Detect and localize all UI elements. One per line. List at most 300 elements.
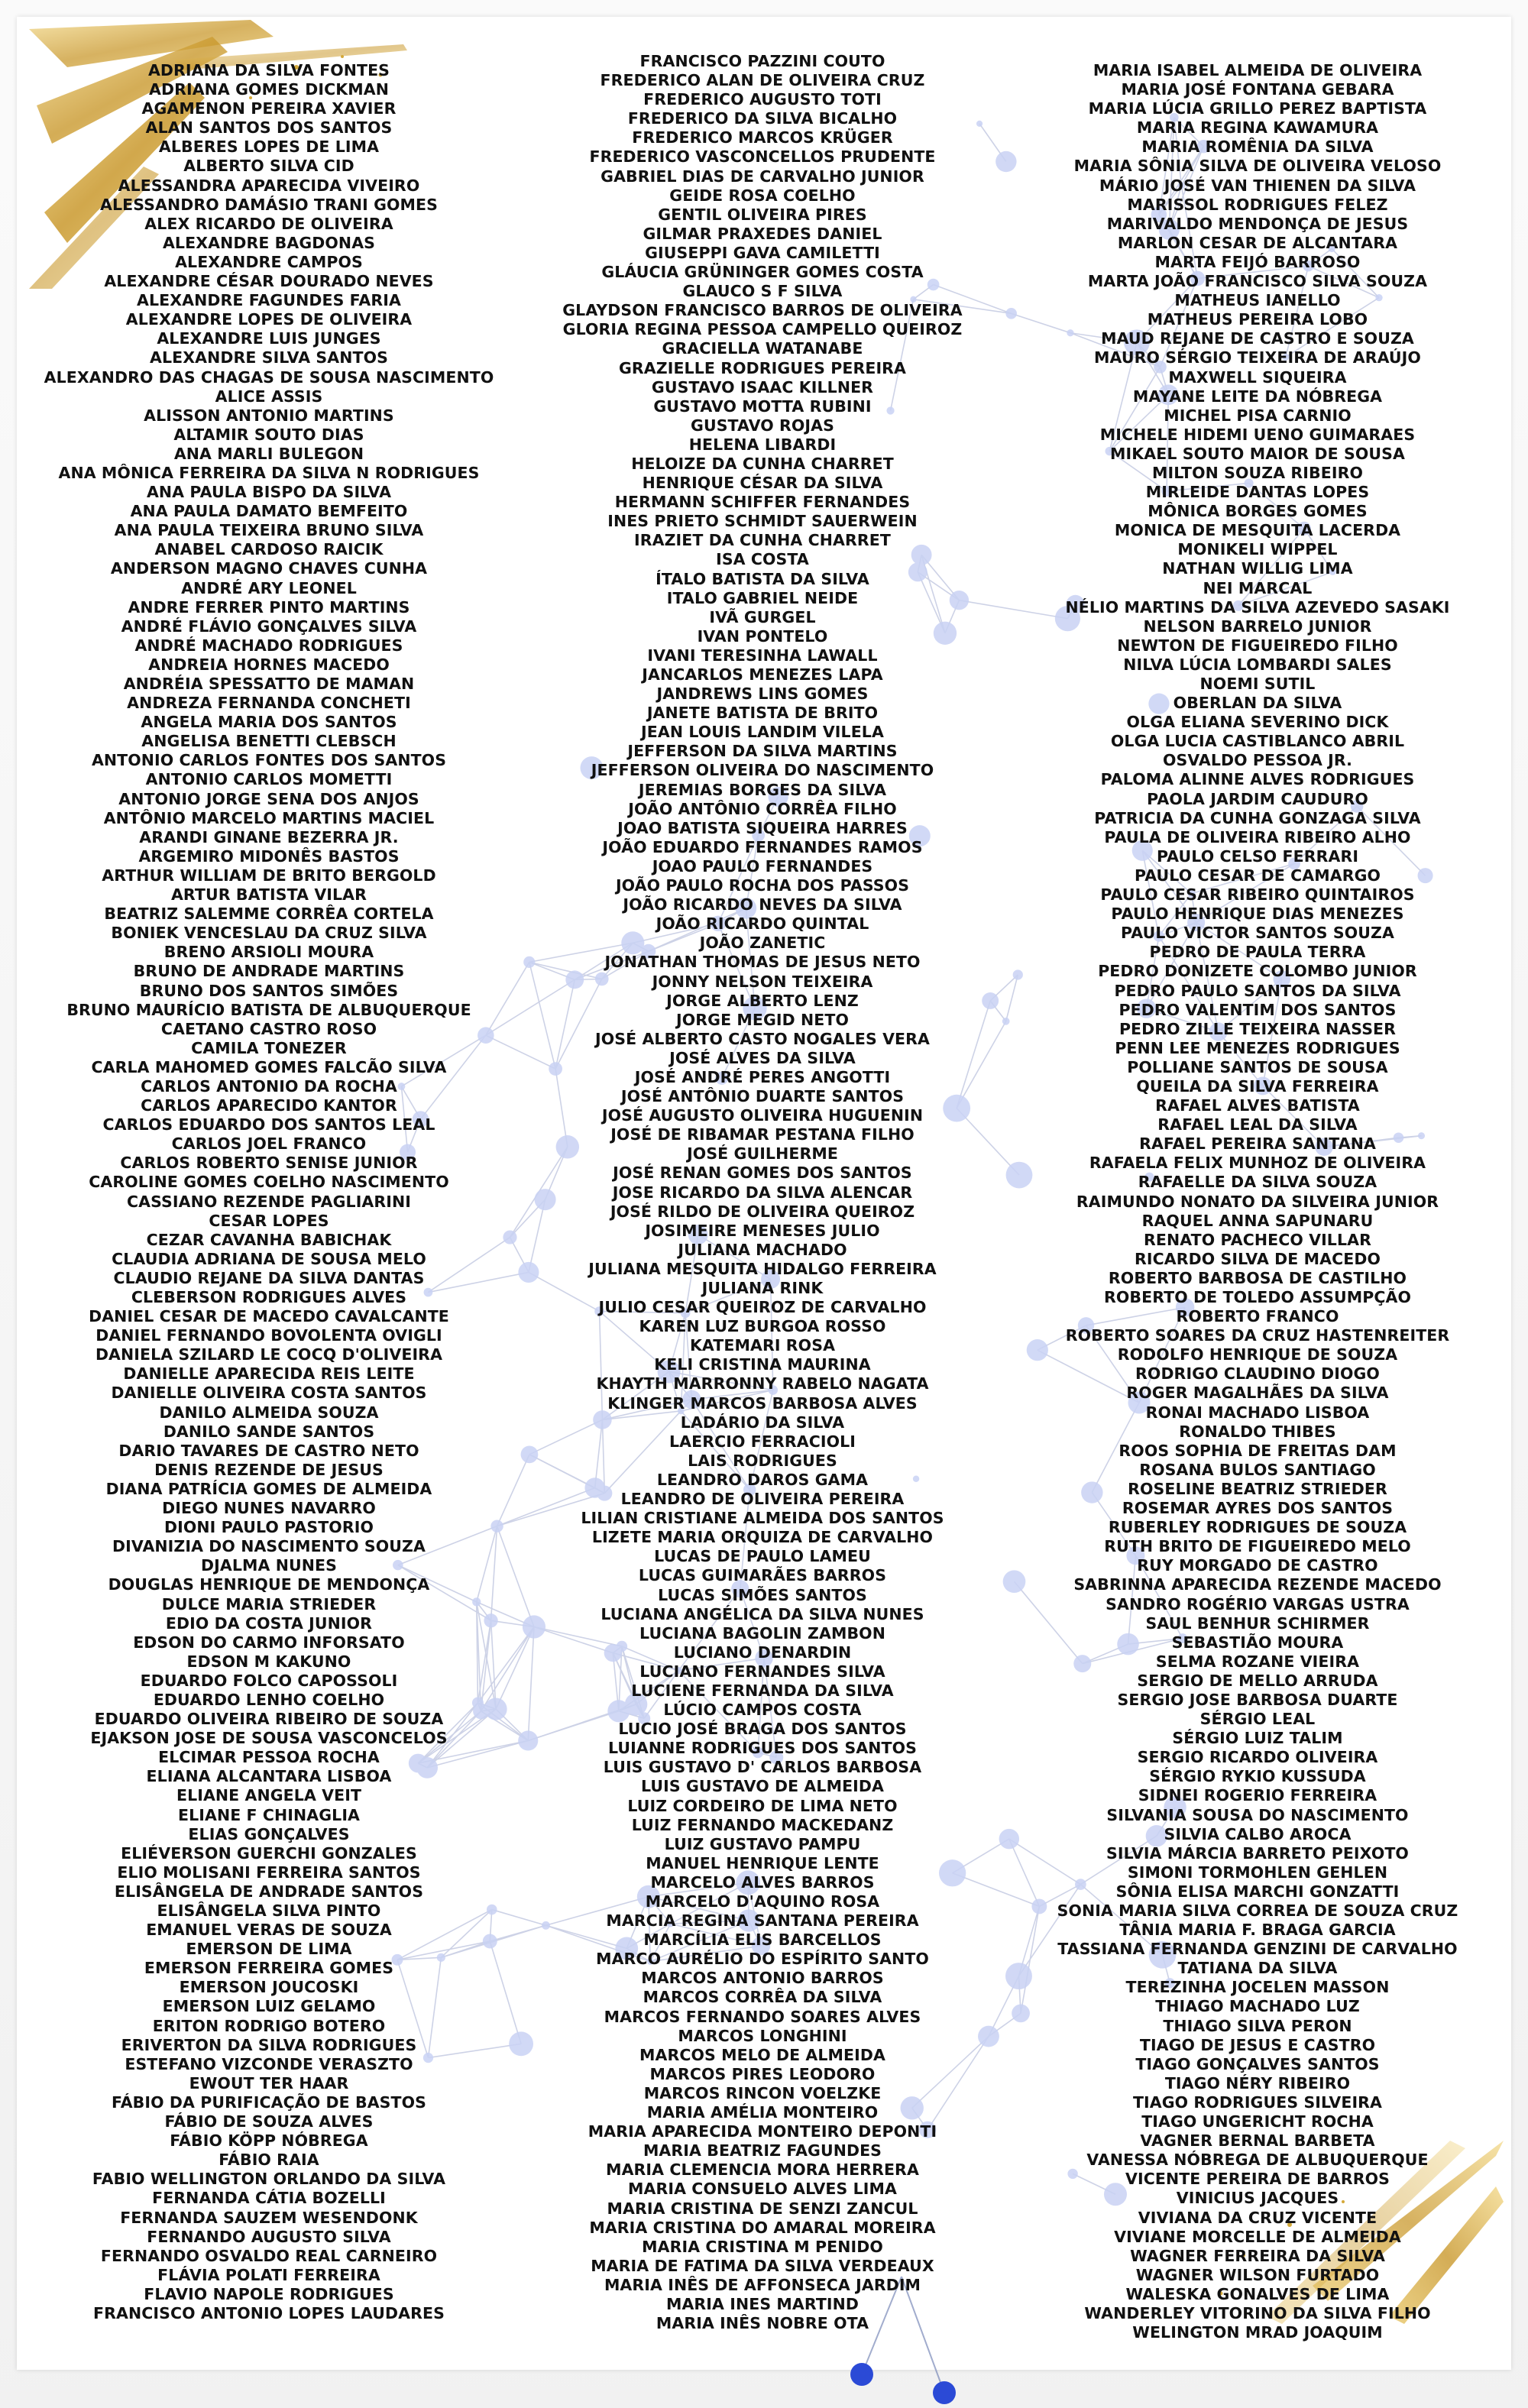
name-entry: ALEXANDRE LUIS JUNGES	[157, 329, 381, 348]
name-entry: MILTON SOUZA RIBEIRO	[1152, 463, 1363, 482]
name-entry: ROSEMAR AYRES DOS SANTOS	[1122, 1499, 1394, 1518]
name-entry: MARCELO ALVES BARROS	[650, 1872, 875, 1892]
name-entry: PENN LEE MENEZES RODRIGUES	[1115, 1038, 1400, 1057]
name-entry: FREDERICO DA SILVA BICALHO	[627, 109, 898, 128]
name-entry: WALESKA GONALVES DE LIMA	[1125, 2284, 1390, 2303]
name-entry: FÁBIO DE SOUZA ALVES	[164, 2112, 374, 2131]
name-entry: FLAVIO NAPOLE RODRIGUES	[144, 2284, 394, 2303]
name-entry: FÁBIO KÖPP NÓBREGA	[170, 2131, 368, 2151]
name-entry: FRANCISCO ANTONIO LOPES LAUDARES	[93, 2303, 445, 2322]
name-entry: BRUNO DE ANDRADE MARTINS	[133, 962, 405, 981]
name-entry: TÂNIA MARIA F. BRAGA GARCIA	[1119, 1921, 1396, 1940]
name-entry: MATHEUS PEREIRA LOBO	[1147, 310, 1368, 329]
name-entry: OLGA ELIANA SEVERINO DICK	[1126, 713, 1389, 732]
name-entry: MARIA REGINA KAWAMURA	[1136, 118, 1379, 138]
name-entry: IVÃ GURGEL	[709, 607, 816, 626]
name-entry: VANESSA NÓBREGA DE ALBUQUERQUE	[1086, 2151, 1429, 2170]
name-entry: MÔNICA BORGES GOMES	[1148, 502, 1368, 521]
name-entry: CAETANO CASTRO ROSO	[160, 1019, 377, 1038]
name-entry: SILVIA CALBO AROCA	[1164, 1824, 1352, 1843]
name-entry: MARIA CRISTINA M PENIDO	[642, 2237, 883, 2256]
name-entry: JOSE RICARDO DA SILVA ALENCAR	[612, 1183, 913, 1202]
name-entry: JORGE MEGID NETO	[676, 1010, 849, 1029]
name-entry: TATIANA DA SILVA	[1177, 1959, 1338, 1978]
name-entry: CARLOS EDUARDO DOS SANTOS LEAL	[102, 1115, 435, 1134]
name-entry: FERNANDO OSVALDO REAL CARNEIRO	[100, 2246, 438, 2265]
name-entry: SÔNIA ELISA MARCHI GONZATTI	[1115, 1882, 1400, 1901]
name-entry: PAOLA JARDIM CAUDURO	[1147, 789, 1368, 808]
name-entry: ALTAMIR SOUTO DIAS	[173, 425, 364, 444]
name-entry: JEFFERSON OLIVEIRA DO NASCIMENTO	[591, 761, 934, 780]
name-entry: ARTUR BATISTA VILAR	[170, 885, 367, 905]
name-entry: ITALO GABRIEL NEIDE	[666, 588, 859, 607]
name-entry: GUSTAVO MOTTA RUBINI	[653, 396, 872, 416]
name-entry: ERITON RODRIGO BOTERO	[152, 2016, 386, 2035]
name-entry: LEANDRO DAROS GAMA	[656, 1470, 869, 1489]
name-entry: RAFAEL LEAL DA SILVA	[1157, 1115, 1358, 1134]
name-entry: MARTA JOÃO FRANCISCO SILVA SOUZA	[1087, 272, 1428, 291]
name-entry: EDUARDO OLIVEIRA RIBEIRO DE SOUZA	[94, 1710, 444, 1729]
name-entry: VIVIANE MORCELLE DE ALMEIDA	[1114, 2227, 1401, 2246]
name-entry: GENTIL OLIVEIRA PIRES	[658, 205, 867, 224]
name-entry: JULIO CESAR QUEIROZ DE CARVALHO	[598, 1298, 927, 1317]
name-entry: MARIA CONSUELO ALVES LIMA	[628, 2180, 897, 2199]
name-entry: TIAGO NÉRY RIBEIRO	[1164, 2073, 1351, 2092]
name-entry: MARIA ISABEL ALMEIDA DE OLIVEIRA	[1093, 61, 1423, 79]
name-entry: ROBERTO FRANCO	[1176, 1307, 1339, 1326]
name-entry: PAULO CELSO FERRARI	[1156, 846, 1359, 866]
name-entry: THIAGO MACHADO LUZ	[1155, 1997, 1360, 2016]
name-entry: WAGNER FERREIRA DA SILVA	[1130, 2246, 1385, 2265]
names-column-3	[1013, 61, 1502, 2342]
name-entry: KLINGER MARCOS BARBOSA ALVES	[607, 1393, 918, 1413]
name-entry: LAIS RODRIGUES	[688, 1451, 837, 1470]
name-entry: LUCIENE FERNANDA DA SILVA	[631, 1681, 894, 1700]
name-entry: CLAUDIA ADRIANA DE SOUSA MELO	[112, 1249, 426, 1268]
name-entry: FREDERICO VASCONCELLOS PRUDENTE	[589, 147, 936, 167]
name-entry: MARCOS ANTONIO BARROS	[641, 1969, 884, 1988]
name-entry: ADRIANA DA SILVA FONTES	[147, 61, 390, 79]
name-entry: ELIO MOLISANI FERREIRA SANTOS	[117, 1863, 421, 1882]
name-entry: FERNANDA CÁTIA BOZELLI	[152, 2189, 386, 2208]
name-entry: ANA PAULA BISPO DA SILVA	[146, 483, 392, 502]
name-entry: MARIA AMÉLIA MONTEIRO	[646, 2103, 879, 2122]
name-entry: VINICIUS JACQUES	[1176, 2189, 1339, 2208]
name-entry: ARGEMIRO MIDONÊS BASTOS	[138, 846, 400, 866]
name-entry: MARCOS MELO DE ALMEIDA	[639, 2045, 885, 2064]
name-entry: ALAN SANTOS DOS SANTOS	[145, 118, 393, 138]
name-entry: ANDERSON MAGNO CHAVES CUNHA	[110, 559, 428, 578]
name-entry: ROSANA BULOS SANTIAGO	[1139, 1460, 1376, 1479]
name-entry: EMERSON LUIZ GELAMO	[162, 1997, 376, 2016]
name-entry: MARISSOL RODRIGUES FELEZ	[1127, 195, 1388, 214]
name-entry: ROSELINE BEATRIZ STRIEDER	[1128, 1479, 1387, 1498]
name-entry: EDSON DO CARMO INFORSATO	[133, 1633, 405, 1652]
name-entry: JEREMIAS BORGES DA SILVA	[638, 780, 887, 799]
name-entry: ALEXANDRE CÉSAR DOURADO NEVES	[104, 272, 434, 291]
name-entry: ALEXANDRE BAGDONAS	[162, 233, 376, 252]
name-entry: SEBASTIÃO MOURA	[1171, 1633, 1344, 1652]
name-entry: SERGIO DE MELLO ARRUDA	[1137, 1671, 1378, 1690]
name-entry: CLAUDIO REJANE DA SILVA DANTAS	[113, 1268, 425, 1287]
name-entry: JOSÉ GUILHERME	[687, 1144, 838, 1164]
name-entry: HERMANN SCHIFFER FERNANDES	[614, 493, 911, 512]
name-entry: IVAN PONTELO	[697, 626, 828, 646]
name-entry: ARTHUR WILLIAM DE BRITO BERGOLD	[102, 866, 436, 885]
name-entry: CARLOS JOEL FRANCO	[171, 1134, 367, 1154]
name-entry: PEDRO VALENTIM DOS SANTOS	[1118, 1000, 1397, 1019]
name-entry: ELIÉVERSON GUERCHI GONZALES	[121, 1843, 417, 1863]
name-entry: OBERLAN DA SILVA	[1173, 694, 1342, 713]
name-entry: PAULO CESAR DE CAMARGO	[1134, 866, 1381, 885]
name-entry: SIDNEI ROGERIO FERREIRA	[1138, 1786, 1377, 1805]
name-entry: ANDRÉ FLÁVIO GONÇALVES SILVA	[121, 617, 417, 636]
name-entry: ELCIMAR PESSOA ROCHA	[158, 1748, 380, 1767]
name-entry: JULIANA MACHADO	[678, 1240, 847, 1259]
name-entry: DIANA PATRÍCIA GOMES DE ALMEIDA	[105, 1479, 432, 1498]
name-entry: SÉRGIO LUIZ TALIM	[1172, 1729, 1343, 1748]
name-entry: MARIA CLEMENCIA MORA HERRERA	[606, 2160, 919, 2180]
name-entry: JOSÉ AUGUSTO OLIVEIRA HUGUENIN	[601, 1106, 924, 1125]
name-entry: MATHEUS IANELLO	[1174, 291, 1341, 310]
name-entry: ELISÂNGELA DE ANDRADE SANTOS	[114, 1882, 424, 1901]
name-entry: ALEXANDRO DAS CHAGAS DE SOUSA NASCIMENTO	[44, 367, 494, 387]
name-entry: JOSÉ RILDO DE OLIVEIRA QUEIROZ	[610, 1202, 915, 1221]
name-entry: DIEGO NUNES NAVARRO	[162, 1499, 376, 1518]
name-entry: JONNY NELSON TEIXEIRA	[652, 972, 873, 991]
name-entry: LUCIANA BAGOLIN ZAMBON	[639, 1623, 885, 1643]
name-entry: SÉRGIO LEAL	[1199, 1710, 1316, 1729]
name-entry: CESAR LOPES	[209, 1211, 329, 1230]
name-entry: PEDRO DONIZETE COLOMBO JUNIOR	[1098, 962, 1417, 981]
name-entry: ANA MÔNICA FERREIRA DA SILVA N RODRIGUES	[58, 463, 480, 482]
name-entry: ROOS SOPHIA DE FREITAS DAM	[1118, 1441, 1397, 1460]
name-entry: ALICE ASSIS	[215, 387, 323, 406]
name-entry: ERIVERTON DA SILVA RODRIGUES	[121, 2035, 417, 2054]
name-entry: SILVIA MÁRCIA BARRETO PEIXOTO	[1106, 1843, 1409, 1863]
name-entry: EDSON M KAKUNO	[186, 1652, 351, 1671]
names-column-1	[24, 61, 513, 2323]
name-entry: NÉLIO MARTINS DA SILVA AZEVEDO SASAKI	[1065, 597, 1450, 617]
name-entry: FÁBIO DA PURIFICAÇÃO DE BASTOS	[111, 2092, 427, 2112]
name-entry: NOEMI SUTIL	[1199, 675, 1316, 693]
name-entry: EMERSON DE LIMA	[186, 1940, 352, 1959]
name-entry: LUCAS SIMÕES SANTOS	[658, 1585, 867, 1604]
name-entry: THIAGO SILVA PERON	[1163, 2016, 1352, 2035]
name-entry: FLÁVIA POLATI FERREIRA	[157, 2265, 380, 2284]
name-entry: JOSÉ ALBERTO CASTO NOGALES VERA	[594, 1029, 930, 1048]
name-entry: MAXWELL SIQUEIRA	[1168, 367, 1347, 387]
name-entry: MARCELO D'AQUINO ROSA	[645, 1892, 880, 1911]
name-entry: MARIA BEATRIZ FAGUNDES	[643, 2141, 882, 2160]
name-entry: JOÃO PAULO ROCHA DOS PASSOS	[615, 876, 910, 895]
name-entry: LILIAN CRISTIANE ALMEIDA DOS SANTOS	[581, 1509, 944, 1528]
name-entry: LADÁRIO DA SILVA	[680, 1413, 845, 1432]
name-entry: MARCOS LONGHINI	[678, 2026, 847, 2045]
name-entry: LUIZ FERNANDO MACKEDANZ	[631, 1815, 894, 1834]
name-entry: LUCIANA ANGÉLICA DA SILVA NUNES	[601, 1604, 924, 1623]
name-entry: JULIANA RINK	[701, 1279, 824, 1297]
name-entry: MICHEL PISA CARNIO	[1164, 406, 1352, 425]
name-entry: MARIA SÔNIA SILVA DE OLIVEIRA VELOSO	[1073, 157, 1442, 176]
name-entry: RENATO PACHECO VILLAR	[1144, 1230, 1371, 1249]
name-entry: FERNANDO AUGUSTO SILVA	[147, 2227, 391, 2246]
name-entry: ANTONIO CARLOS FONTES DOS SANTOS	[91, 751, 447, 770]
name-entry: MAUD REJANE DE CASTRO E SOUZA	[1101, 329, 1414, 348]
name-entry: JOSÉ ANTÔNIO DUARTE SANTOS	[620, 1087, 905, 1106]
name-entry: IVANI TERESINHA LAWALL	[647, 646, 878, 665]
name-entry: ANDRÉIA SPESSATTO DE MAMAN	[123, 675, 415, 693]
name-entry: NEWTON DE FIGUEIREDO FILHO	[1117, 636, 1398, 655]
name-entry: EMERSON FERREIRA GOMES	[144, 1959, 394, 1978]
network-node-dark	[850, 2363, 873, 2386]
name-entry: EDIO DA COSTA JUNIOR	[165, 1613, 373, 1633]
name-entry: ISA COSTA	[716, 550, 809, 569]
name-entry: CLEBERSON RODRIGUES ALVES	[131, 1288, 407, 1306]
name-entry: EDUARDO FOLCO CAPOSSOLI	[140, 1671, 398, 1690]
name-entry: RODOLFO HENRIQUE DE SOUZA	[1117, 1345, 1398, 1364]
name-entry: RAFAELLE DA SILVA SOUZA	[1138, 1173, 1377, 1192]
name-entry: MARCOS CORRÊA DA SILVA	[643, 1988, 882, 2007]
name-entry: ELIAS GONÇALVES	[188, 1824, 350, 1843]
name-entry: JOSÉ ANDRÉ PERES ANGOTTI	[634, 1067, 891, 1086]
name-entry: RUTH BRITO DE FIGUEIREDO MELO	[1104, 1537, 1411, 1556]
name-entry: CEZAR CAVANHA BABICHAK	[146, 1230, 392, 1249]
name-entry: INES PRIETO SCHMIDT SAUERWEIN	[607, 512, 918, 531]
name-entry: ALEXANDRE SILVA SANTOS	[150, 348, 388, 367]
names-column-2	[518, 52, 1007, 2333]
name-entry: JEAN LOUIS LANDIM VILELA	[641, 723, 884, 742]
name-entry: CAMILA TONEZER	[191, 1038, 347, 1057]
name-entry: OSVALDO PESSOA JR.	[1162, 751, 1353, 770]
name-entry: ALESSANDRO DAMÁSIO TRANI GOMES	[99, 195, 438, 214]
name-entry: DULCE MARIA STRIEDER	[161, 1594, 377, 1613]
name-entry: JOÃO RICARDO QUINTAL	[656, 914, 869, 934]
name-entry: ELIANE ANGELA VEIT	[176, 1786, 362, 1805]
name-entry: JORGE ALBERTO LENZ	[666, 991, 859, 1010]
name-entry: MÁRIO JOSÉ VAN THIENEN DA SILVA	[1099, 176, 1416, 195]
name-entry: GEIDE ROSA COELHO	[669, 186, 856, 205]
name-entry: LUCAS DE PAULO LAMEU	[654, 1547, 871, 1566]
name-entry: DENIS REZENDE DE JESUS	[154, 1460, 384, 1479]
name-entry: JANETE BATISTA DE BRITO	[646, 704, 879, 723]
name-entry: PATRICIA DA CUNHA GONZAGA SILVA	[1094, 808, 1421, 827]
name-entry: MARIA CRISTINA DO AMARAL MOREIRA	[589, 2218, 936, 2237]
name-entry: HELENA LIBARDI	[688, 435, 837, 454]
name-entry: RAFAEL ALVES BATISTA	[1155, 1096, 1360, 1115]
name-entry: JULIANA MESQUITA HIDALGO FERREIRA	[588, 1259, 937, 1278]
name-entry: GLÁUCIA GRÜNINGER GOMES COSTA	[601, 263, 924, 282]
name-entry: MARIA LÚCIA GRILLO PEREZ BAPTISTA	[1088, 99, 1427, 118]
name-entry: NILVA LÚCIA LOMBARDI SALES	[1123, 655, 1392, 674]
name-entry: ANTÔNIO MARCELO MARTINS MACIEL	[103, 808, 435, 827]
name-entry: GUSTAVO ISAAC KILLNER	[651, 377, 874, 396]
name-entry: PAULO VICTOR SANTOS SOUZA	[1121, 924, 1394, 943]
name-entry: TIAGO UNGERICHT ROCHA	[1141, 2112, 1374, 2131]
name-entry: SILVANIA SOUSA DO NASCIMENTO	[1106, 1805, 1409, 1824]
name-entry: POLLIANE SANTOS DE SOUSA	[1127, 1057, 1388, 1076]
name-entry: ANDREZA FERNANDA CONCHETI	[127, 694, 411, 713]
name-entry: ANABEL CARDOSO RAICIK	[154, 540, 384, 559]
name-entry: HELOIZE DA CUNHA CHARRET	[631, 454, 894, 473]
name-entry: MARIA ROMÊNIA DA SILVA	[1141, 138, 1374, 157]
name-entry: SABRINNA APARECIDA REZENDE MACEDO	[1073, 1575, 1442, 1594]
name-entry: RAFAELA FELIX MUNHOZ DE OLIVEIRA	[1089, 1154, 1426, 1173]
name-entry: MANUEL HENRIQUE LENTE	[646, 1853, 879, 1872]
name-entry: ELIANE F CHINAGLIA	[177, 1805, 361, 1824]
name-entry: MAURO SÉRGIO TEIXEIRA DE ARAÚJO	[1094, 348, 1421, 367]
name-entry: ANDREIA HORNES MACEDO	[148, 655, 390, 674]
name-entry: DIVANIZIA DO NASCIMENTO SOUZA	[112, 1537, 426, 1556]
name-entry: ANGELA MARIA DOS SANTOS	[141, 713, 397, 732]
name-entry: WANDERLEY VITORINO DA SILVA FILHO	[1084, 2303, 1431, 2322]
name-entry: WELINGTON MRAD JOAQUIM	[1132, 2323, 1383, 2342]
name-entry: MARIA APARECIDA MONTEIRO DEPONTI	[588, 2122, 937, 2141]
name-entry: LAERCIO FERRACIOLI	[669, 1432, 856, 1451]
name-entry: JANDREWS LINS GOMES	[656, 685, 869, 704]
name-entry: JOÃO RICARDO NEVES DA SILVA	[623, 895, 902, 914]
name-entry: MARCIA REGINA SANTANA PEREIRA	[606, 1911, 919, 1931]
name-entry: BRUNO DOS SANTOS SIMÕES	[139, 981, 399, 1000]
name-entry: GIUSEPPI GAVA CAMILETTI	[645, 243, 880, 262]
name-entry: JANCARLOS MENEZES LAPA	[642, 665, 883, 684]
name-entry: MARCOS RINCON VOELZKE	[643, 2083, 882, 2102]
name-entry: BEATRIZ SALEMME CORRÊA CORTELA	[104, 905, 434, 924]
name-entry: DIONI PAULO PASTORIO	[164, 1518, 374, 1537]
name-entry: LUCAS GUIMARÃES BARROS	[638, 1566, 887, 1585]
name-entry: CARLOS APARECIDO KANTOR	[141, 1096, 397, 1115]
name-entry: SELMA ROZANE VIEIRA	[1155, 1652, 1360, 1671]
name-entry: KHAYTH MARRONNY RABELO NAGATA	[596, 1374, 929, 1393]
name-entry: LIZETE MARIA ORQUIZA DE CARVALHO	[591, 1528, 934, 1547]
name-entry: ANGELISA BENETTI CLEBSCH	[141, 732, 397, 751]
name-entry: MIKAEL SOUTO MAIOR DE SOUSA	[1110, 444, 1405, 463]
name-entry: LUCIANO DENARDIN	[673, 1643, 852, 1662]
name-entry: JOÃO EDUARDO FERNANDES RAMOS	[602, 837, 923, 856]
name-entry: AGAMENON PEREIRA XAVIER	[141, 99, 397, 118]
name-entry: MARIA DE FATIMA DA SILVA VERDEAUX	[591, 2256, 934, 2275]
name-entry: LUIZ CORDEIRO DE LIMA NETO	[627, 1796, 898, 1815]
name-entry: MIRLEIDE DANTAS LOPES	[1145, 483, 1370, 502]
name-entry: PAULO CESAR RIBEIRO QUINTAIROS	[1100, 885, 1415, 905]
name-entry: ANA PAULA DAMATO BEMFEITO	[130, 502, 408, 521]
name-entry: ROGER MAGALHÃES DA SILVA	[1126, 1384, 1389, 1403]
name-entry: RAIMUNDO NONATO DA SILVEIRA JUNIOR	[1076, 1192, 1439, 1211]
name-entry: MARLON CESAR DE ALCANTARA	[1117, 233, 1398, 252]
name-entry: PEDRO ZILLE TEIXEIRA NASSER	[1118, 1019, 1397, 1038]
name-entry: ALEXANDRE CAMPOS	[175, 252, 363, 271]
name-entry: EMERSON JOUCOSKI	[179, 1978, 359, 1997]
name-entry: SERGIO RICARDO OLIVEIRA	[1137, 1748, 1378, 1767]
name-entry: MONICA DE MESQUITA LACERDA	[1114, 521, 1401, 540]
name-entry: EWOUT TER HAAR	[189, 2073, 349, 2092]
name-entry: MARCÍLIA ELIS BARCELLOS	[643, 1931, 882, 1950]
name-entry: JOSÉ RENAN GOMES DOS SANTOS	[613, 1164, 912, 1183]
name-entry: JOAO BATISTA SIQUEIRA HARRES	[617, 818, 908, 837]
name-entry: FREDERICO ALAN DE OLIVEIRA CRUZ	[600, 71, 925, 90]
name-entry: JOSIMEIRE MENESES JULIO	[645, 1221, 880, 1240]
name-entry: ELIANA ALCANTARA LISBOA	[146, 1767, 392, 1786]
name-entry: RUY MORGADO DE CASTRO	[1137, 1556, 1378, 1575]
name-entry: ELISÂNGELA SILVA PINTO	[157, 1901, 381, 1920]
name-entry: KATEMARI ROSA	[689, 1336, 836, 1355]
name-entry: KAREN LUZ BURGOA ROSSO	[639, 1317, 886, 1336]
name-entry: RUBERLEY RODRIGUES DE SOUZA	[1108, 1518, 1407, 1537]
name-entry: NEI MARCAL	[1203, 578, 1313, 597]
name-entry: IRAZIET DA CUNHA CHARRET	[634, 531, 891, 550]
name-entry: ROBERTO SOARES DA CRUZ HASTENREITER	[1065, 1326, 1450, 1345]
name-entry: ALISSON ANTONIO MARTINS	[144, 406, 394, 425]
name-entry: JONATHAN THOMAS DE JESUS NETO	[604, 953, 921, 972]
name-entry: LUCIO JOSÉ BRAGA DOS SANTOS	[618, 1720, 907, 1739]
name-entry: EMANUEL VERAS DE SOUZA	[146, 1921, 392, 1940]
name-entry: FABIO WELLINGTON ORLANDO DA SILVA	[92, 2170, 446, 2189]
name-entry: TIAGO RODRIGUES SILVEIRA	[1132, 2092, 1383, 2112]
name-entry: MARCOS PIRES LEODORO	[649, 2064, 876, 2083]
name-entry: MARIA INÊS DE AFFONSECA JARDIM	[604, 2275, 921, 2294]
name-entry: NATHAN WILLIG LIMA	[1162, 559, 1353, 578]
name-entry: MAYANE LEITE DA NÓBREGA	[1132, 387, 1383, 406]
name-entry: FERNANDA SAUZEM WESENDONK	[120, 2208, 418, 2227]
name-entry: ALESSANDRA APARECIDA VIVEIRO	[118, 176, 420, 195]
name-entry: LUCIANO FERNANDES SILVA	[639, 1662, 885, 1681]
name-entry: WAGNER WILSON FURTADO	[1135, 2265, 1380, 2284]
name-entry: VICENTE PEREIRA DE BARROS	[1125, 2170, 1390, 2189]
name-entry: CARLOS ROBERTO SENISE JUNIOR	[120, 1154, 418, 1173]
name-entry: JOÃO ZANETIC	[699, 934, 826, 953]
name-entry: ANTONIO JORGE SENA DOS ANJOS	[118, 789, 419, 808]
name-entry: MARIA INÊS NOBRE OTA	[656, 2314, 869, 2333]
name-entry: CARLA MAHOMED GOMES FALCÃO SILVA	[91, 1057, 447, 1076]
name-entry: MARIA CRISTINA DE SENZI ZANCUL	[607, 2199, 918, 2218]
name-entry: GUSTAVO ROJAS	[691, 416, 834, 435]
name-entry: MARCOS FERNANDO SOARES ALVES	[604, 2007, 921, 2026]
name-entry: DANIELA SZILARD LE COCQ D'OLIVEIRA	[95, 1345, 443, 1364]
name-entry: DJALMA NUNES	[201, 1556, 337, 1575]
name-entry: FREDERICO MARCOS KRÜGER	[632, 128, 893, 147]
name-entry: HENRIQUE CÉSAR DA SILVA	[642, 474, 883, 493]
name-entry: FREDERICO AUGUSTO TOTI	[643, 90, 882, 109]
name-entry: GRACIELLA WATANABE	[662, 339, 863, 358]
name-entry: ANA MARLI BULEGON	[173, 444, 364, 463]
name-entry: MARTA FEIJÓ BARROSO	[1154, 252, 1361, 271]
name-entry: GABRIEL DIAS DE CARVALHO JUNIOR	[601, 167, 924, 186]
name-entry: FRANCISCO PAZZINI COUTO	[639, 52, 885, 70]
name-entry: SANDRO ROGÉRIO VARGAS USTRA	[1106, 1594, 1410, 1613]
name-entry: RONALDO THIBES	[1179, 1422, 1336, 1441]
name-entry: DANIEL FERNANDO BOVOLENTA OVIGLI	[96, 1326, 442, 1345]
name-entry: RICARDO SILVA DE MACEDO	[1134, 1249, 1381, 1268]
name-entry: DARIO TAVARES DE CASTRO NETO	[118, 1441, 419, 1460]
name-entry: PAULA DE OLIVEIRA RIBEIRO ALHO	[1104, 827, 1411, 846]
network-node-dark	[933, 2381, 956, 2404]
name-entry: VIVIANA DA CRUZ VICENTE	[1138, 2208, 1377, 2227]
name-entry: TIAGO DE JESUS E CASTRO	[1139, 2035, 1376, 2054]
name-entry: GILMAR PRAXEDES DANIEL	[643, 224, 882, 243]
name-entry: DANIEL CESAR DE MACEDO CAVALCANTE	[89, 1307, 449, 1326]
name-entry: RODRIGO CLAUDINO DIOGO	[1135, 1364, 1380, 1384]
name-entry: RONAI MACHADO LISBOA	[1145, 1403, 1370, 1422]
name-entry: SIMONI TORMOHLEN GEHLEN	[1127, 1863, 1388, 1882]
name-entry: ADRIANA GOMES DICKMAN	[149, 80, 389, 99]
name-entry: VAGNER BERNAL BARBETA	[1140, 2131, 1375, 2151]
name-entry: LUIS GUSTAVO D' CARLOS BARBOSA	[603, 1758, 922, 1777]
name-entry: CAROLINE GOMES COELHO NASCIMENTO	[89, 1173, 449, 1192]
name-entry: MARCO AURÉLIO DO ESPÍRITO SANTO	[596, 1950, 929, 1969]
name-entry: ALBERES LOPES DE LIMA	[158, 138, 380, 157]
name-entry: MONIKELI WIPPEL	[1177, 540, 1338, 559]
name-entry: ANDRÉ MACHADO RODRIGUES	[134, 636, 403, 655]
